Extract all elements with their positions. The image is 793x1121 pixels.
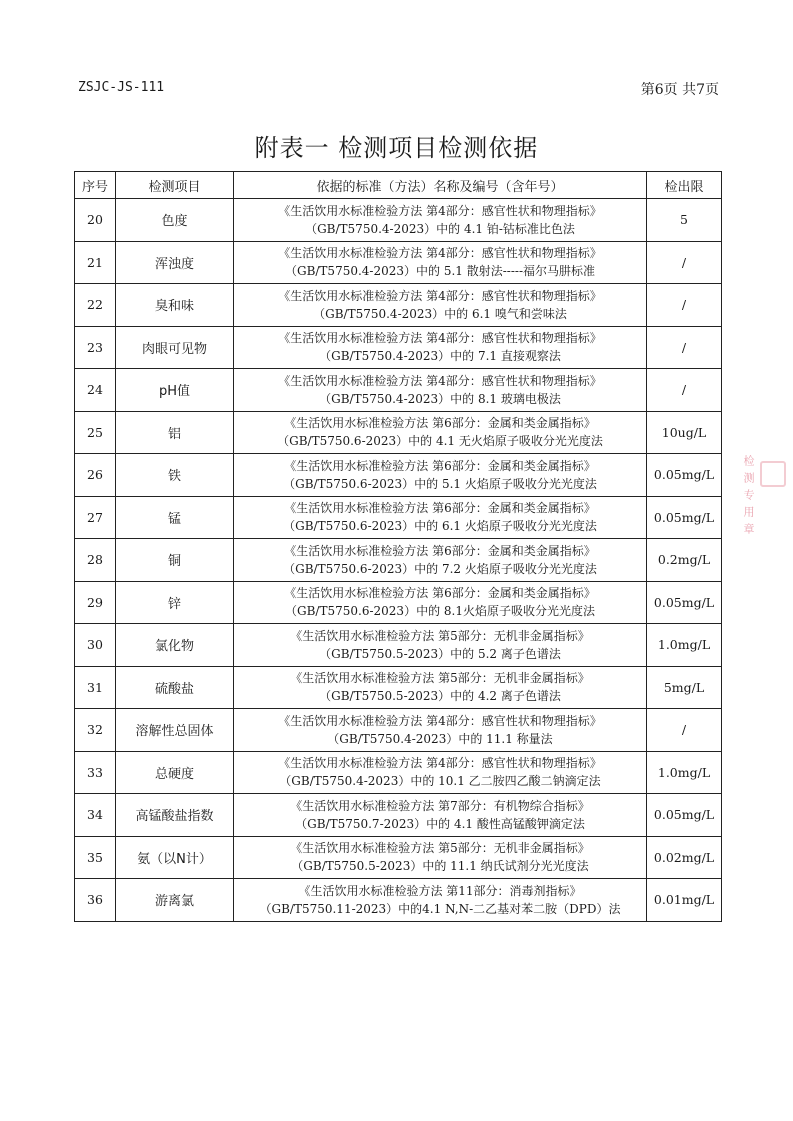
column-header-no: 序号 xyxy=(75,172,116,199)
table-row xyxy=(75,199,722,242)
cell-no: 26 xyxy=(75,454,116,497)
table-row xyxy=(75,496,722,539)
cell-method xyxy=(234,369,647,412)
method-line-1: 《生活饮用水标准检验方法 第5部分：无机非金属指标》 xyxy=(290,841,590,856)
cell-method xyxy=(234,794,647,837)
cell-method xyxy=(234,411,647,454)
method-line-1: 《生活饮用水标准检验方法 第6部分：金属和类金属指标》 xyxy=(284,586,596,601)
method-line-2: （GB/T5750.5-2023）中的 11.1 纳氏试剂分光光度法 xyxy=(291,859,589,874)
table-row xyxy=(75,836,722,879)
method-line-1: 《生活饮用水标准检验方法 第5部分：无机非金属指标》 xyxy=(290,628,590,643)
table-row xyxy=(75,411,722,454)
table-row xyxy=(75,794,722,837)
method-line-1: 《生活饮用水标准检验方法 第4部分：感官性状和物理指标》 xyxy=(278,331,602,346)
seal-stamp xyxy=(742,455,790,615)
method-line-2: （GB/T5750.5-2023）中的 4.2 离子色谱法 xyxy=(319,689,561,704)
table-row xyxy=(75,709,722,752)
method-line-2: （GB/T5750.6-2023）中的 7.2 火焰原子吸收分光光度法 xyxy=(283,561,597,576)
cell-no: 31 xyxy=(75,666,116,709)
method-line-2: （GB/T5750.11-2023）中的4.1 N,N-二乙基对苯二胺（DPD）法 xyxy=(259,901,621,916)
method-line-2: （GB/T5750.4-2023）中的 4.1 铂-钴标准比色法 xyxy=(305,221,575,236)
cell-no: 25 xyxy=(75,411,116,454)
cell-limit: / xyxy=(647,284,722,327)
method-line-1: 《生活饮用水标准检验方法 第7部分：有机物综合指标》 xyxy=(290,798,590,813)
cell-method xyxy=(234,539,647,582)
cell-method xyxy=(234,879,647,922)
table-header-row xyxy=(75,172,722,199)
stamp-mark xyxy=(760,461,786,487)
cell-item: 高锰酸盐指数 xyxy=(116,794,234,837)
cell-item: 锌 xyxy=(116,581,234,624)
cell-no: 28 xyxy=(75,539,116,582)
cell-item: 总硬度 xyxy=(116,751,234,794)
method-line-2: （GB/T5750.4-2023）中的 6.1 嗅气和尝味法 xyxy=(313,306,567,321)
method-line-1: 《生活饮用水标准检验方法 第6部分：金属和类金属指标》 xyxy=(284,458,596,473)
method-line-2: （GB/T5750.6-2023）中的 8.1火焰原子吸收分光光度法 xyxy=(285,604,595,619)
cell-method xyxy=(234,666,647,709)
cell-limit: 5mg/L xyxy=(647,666,722,709)
method-line-2: （GB/T5750.6-2023）中的 6.1 火焰原子吸收分光光度法 xyxy=(283,519,597,534)
method-line-2: （GB/T5750.4-2023）中的 10.1 乙二胺四乙酸二钠滴定法 xyxy=(279,774,601,789)
method-line-2: （GB/T5750.4-2023）中的 7.1 直接观察法 xyxy=(319,349,561,364)
table-row xyxy=(75,241,722,284)
cell-no: 36 xyxy=(75,879,116,922)
table-row xyxy=(75,454,722,497)
cell-item: 氨（以N计） xyxy=(116,836,234,879)
cell-no: 33 xyxy=(75,751,116,794)
cell-no: 21 xyxy=(75,241,116,284)
method-line-1: 《生活饮用水标准检验方法 第4部分：感官性状和物理指标》 xyxy=(278,288,602,303)
cell-no: 27 xyxy=(75,496,116,539)
table-row xyxy=(75,369,722,412)
table-row xyxy=(75,326,722,369)
column-header-method: 依据的标准（方法）名称及编号（含年号） xyxy=(234,172,647,199)
method-line-2: （GB/T5750.7-2023）中的 4.1 酸性高锰酸钾滴定法 xyxy=(295,816,585,831)
cell-item: 铁 xyxy=(116,454,234,497)
page-title: 附表一 检测项目检测依据 xyxy=(254,134,539,162)
cell-limit: 1.0mg/L xyxy=(647,751,722,794)
cell-method xyxy=(234,836,647,879)
method-line-2: （GB/T5750.5-2023）中的 5.2 离子色谱法 xyxy=(319,646,561,661)
table-row xyxy=(75,539,722,582)
method-line-1: 《生活饮用水标准检验方法 第6部分：金属和类金属指标》 xyxy=(284,416,596,431)
cell-item: 臭和味 xyxy=(116,284,234,327)
method-line-1: 《生活饮用水标准检验方法 第5部分：无机非金属指标》 xyxy=(290,671,590,686)
method-line-2: （GB/T5750.6-2023）中的 5.1 火焰原子吸收分光光度法 xyxy=(283,476,597,491)
method-line-1: 《生活饮用水标准检验方法 第4部分：感官性状和物理指标》 xyxy=(278,246,602,261)
cell-item: 肉眼可见物 xyxy=(116,326,234,369)
cell-limit: / xyxy=(647,326,722,369)
cell-method xyxy=(234,199,647,242)
cell-limit: 0.05mg/L xyxy=(647,794,722,837)
cell-limit: 0.05mg/L xyxy=(647,496,722,539)
cell-method xyxy=(234,284,647,327)
table-row xyxy=(75,581,722,624)
cell-no: 24 xyxy=(75,369,116,412)
table-row xyxy=(75,751,722,794)
cell-no: 29 xyxy=(75,581,116,624)
table-row xyxy=(75,624,722,667)
cell-no: 34 xyxy=(75,794,116,837)
method-line-1: 《生活饮用水标准检验方法 第6部分：金属和类金属指标》 xyxy=(284,501,596,516)
cell-method xyxy=(234,624,647,667)
method-line-1: 《生活饮用水标准检验方法 第4部分：感官性状和物理指标》 xyxy=(278,756,602,771)
cell-item: 溶解性总固体 xyxy=(116,709,234,752)
cell-item: 色度 xyxy=(116,199,234,242)
column-header-limit: 检出限 xyxy=(647,172,722,199)
cell-limit: 10ug/L xyxy=(647,411,722,454)
cell-no: 30 xyxy=(75,624,116,667)
cell-item: 氯化物 xyxy=(116,624,234,667)
method-line-1: 《生活饮用水标准检验方法 第6部分：金属和类金属指标》 xyxy=(284,543,596,558)
cell-method xyxy=(234,751,647,794)
cell-limit: / xyxy=(647,241,722,284)
cell-limit: 0.05mg/L xyxy=(647,454,722,497)
cell-item: 铝 xyxy=(116,411,234,454)
cell-method xyxy=(234,454,647,497)
test-basis-table xyxy=(74,171,722,922)
cell-limit: / xyxy=(647,709,722,752)
cell-method xyxy=(234,496,647,539)
stamp-text: 检测专用章 xyxy=(742,455,755,540)
cell-no: 35 xyxy=(75,836,116,879)
cell-method xyxy=(234,326,647,369)
method-line-2: （GB/T5750.4-2023）中的 5.1 散射法-----福尔马肼标准 xyxy=(284,264,596,279)
table-row xyxy=(75,666,722,709)
cell-no: 20 xyxy=(75,199,116,242)
cell-method xyxy=(234,581,647,624)
method-line-1: 《生活饮用水标准检验方法 第4部分：感官性状和物理指标》 xyxy=(278,373,602,388)
document-code: ZSJC-JS-111 xyxy=(78,80,165,95)
method-line-1: 《生活饮用水标准检验方法 第4部分：感官性状和物理指标》 xyxy=(278,203,602,218)
cell-no: 23 xyxy=(75,326,116,369)
cell-method xyxy=(234,241,647,284)
cell-limit: 0.01mg/L xyxy=(647,879,722,922)
cell-limit: 1.0mg/L xyxy=(647,624,722,667)
cell-limit: / xyxy=(647,369,722,412)
cell-limit: 5 xyxy=(647,199,722,242)
cell-item: 硫酸盐 xyxy=(116,666,234,709)
cell-no: 22 xyxy=(75,284,116,327)
column-header-item: 检测项目 xyxy=(116,172,234,199)
cell-limit: 0.02mg/L xyxy=(647,836,722,879)
method-line-1: 《生活饮用水标准检验方法 第11部分：消毒剂指标》 xyxy=(298,883,582,898)
cell-method xyxy=(234,709,647,752)
method-line-2: （GB/T5750.4-2023）中的 11.1 称量法 xyxy=(327,731,553,746)
cell-no: 32 xyxy=(75,709,116,752)
table-row xyxy=(75,879,722,922)
cell-item: 浑浊度 xyxy=(116,241,234,284)
method-line-2: （GB/T5750.6-2023）中的 4.1 无火焰原子吸收分光光度法 xyxy=(277,434,603,449)
cell-item: 锰 xyxy=(116,496,234,539)
cell-item: pH值 xyxy=(116,369,234,412)
cell-item: 游离氯 xyxy=(116,879,234,922)
cell-item: 铜 xyxy=(116,539,234,582)
cell-limit: 0.2mg/L xyxy=(647,539,722,582)
table-row xyxy=(75,284,722,327)
page-number: 第6页 共7页 xyxy=(640,82,719,98)
method-line-1: 《生活饮用水标准检验方法 第4部分：感官性状和物理指标》 xyxy=(278,713,602,728)
method-line-2: （GB/T5750.4-2023）中的 8.1 玻璃电极法 xyxy=(319,391,561,406)
cell-limit: 0.05mg/L xyxy=(647,581,722,624)
